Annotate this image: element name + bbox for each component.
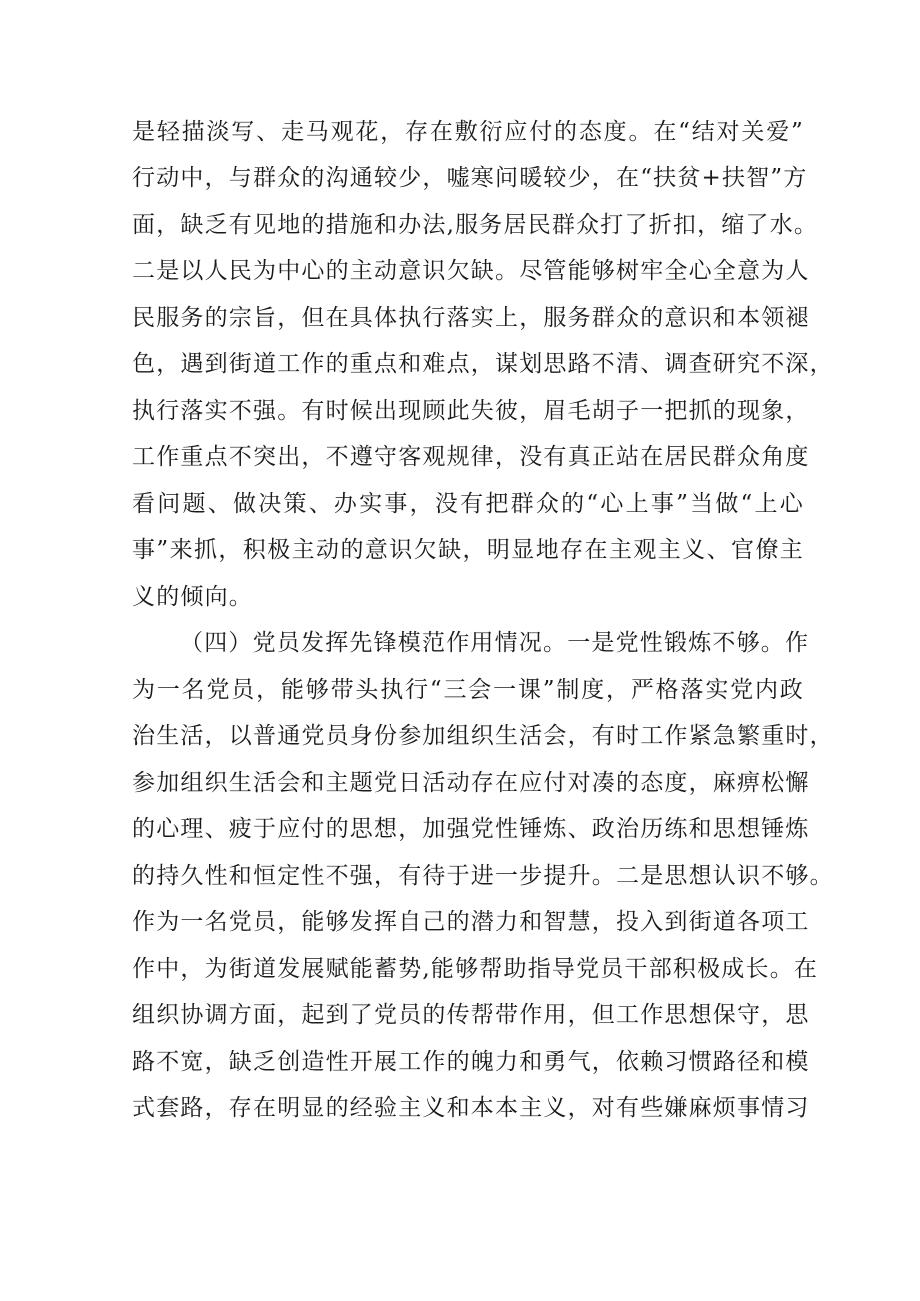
text-line: 组织协调方面，起到了党员的传帮带作用，但工作思想保守，思 [132, 1002, 810, 1028]
text-line: 事”来抓，积极主动的意识欠缺，明显地存在主观主义、官僚主 [132, 537, 804, 563]
text-line: 民服务的宗旨，但在具体执行落实上，服务群众的意识和本领褪 [132, 305, 810, 331]
text-line: 参加组织生活会和主题党日活动存在应付对凑的态度，麻痹松懈 [132, 770, 810, 796]
text-line: 行动中，与群众的沟通较少，嘘寒问暖较少，在“扶贫+扶智”方 [132, 165, 808, 191]
text-line: 为一名党员，能够带头执行“三会一课”制度，严格落实党内政 [132, 677, 804, 703]
text-line: 式套路，存在明显的经验主义和本本主义，对有些嫌麻烦事情习 [132, 1095, 810, 1121]
text-line: 二是以人民为中心的主动意识欠缺。尽管能够树牢全心全意为人 [132, 258, 810, 284]
text-line: 路不宽，缺乏创造性开展工作的魄力和勇气，依赖习惯路径和模 [132, 1049, 810, 1075]
text-line: 的持久性和恒定性不强，有待于进一步提升。二是思想认识不够。 [132, 863, 834, 889]
text-line: 是轻描淡写、走马观花，存在敷衍应付的态度。在“结对关爱” [132, 119, 804, 145]
text-line: 面，缺乏有见地的措施和办法,服务居民群众打了折扣，缩了水。 [132, 212, 819, 238]
text-line: 色，遇到街道工作的重点和难点，谋划思路不清、调查研究不深， [132, 351, 834, 377]
text-line: 作为一名党员，能够发挥自己的潜力和智慧，投入到街道各项工 [132, 909, 810, 935]
text-line: 执行落实不强。有时候出现顾此失彼，眉毛胡子一把抓的现象， [132, 398, 810, 424]
text-line: 看问题、做决策、办实事，没有把群众的“心上事”当做“上心 [132, 491, 804, 517]
text-line: 义的倾向。 [132, 584, 253, 610]
text-line: 工作重点不突出，不遵守客观规律，没有真正站在居民群众角度 [132, 444, 810, 470]
text-line: 治生活，以普通党员身份参加组织生活会，有时工作紧急繁重时， [132, 723, 834, 749]
section-heading-line: （四）党员发挥先锋模范作用情况。一是党性锻炼不够。作 [180, 630, 810, 656]
text-line: 的心理、疲于应付的思想，加强党性锤炼、政治历练和思想锤炼 [132, 816, 810, 842]
text-line: 作中，为街道发展赋能蓄势,能够帮助指导党员干部积极成长。在 [132, 956, 819, 982]
